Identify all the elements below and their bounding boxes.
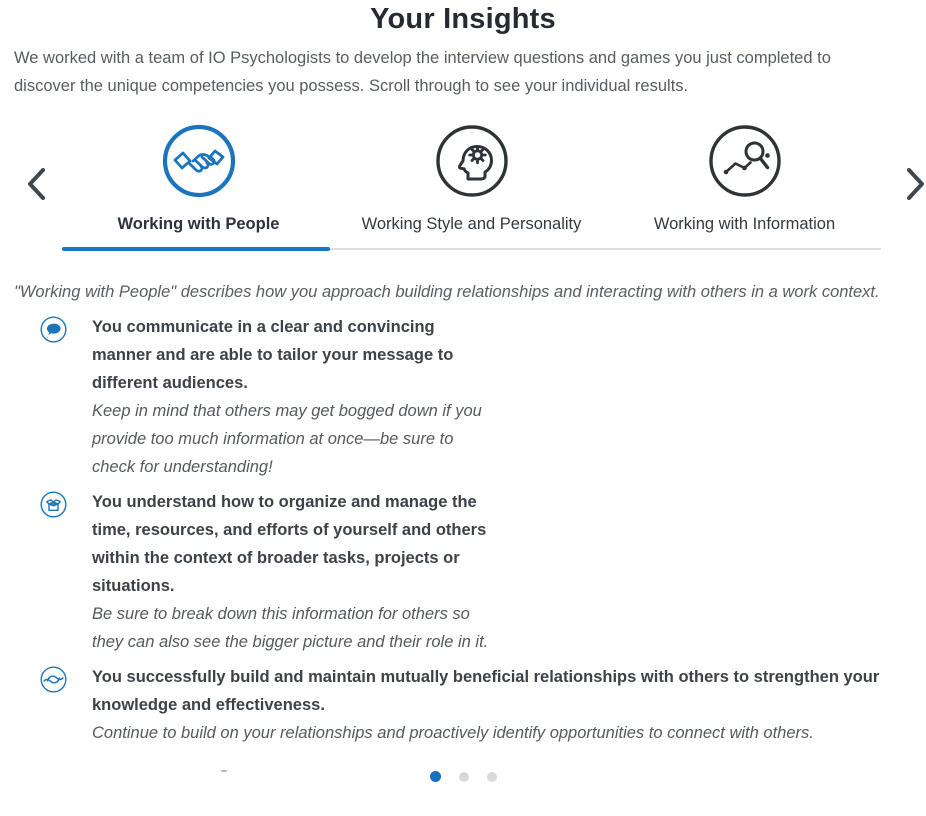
- tab-track: [62, 123, 881, 235]
- carousel-pagination: [0, 771, 926, 782]
- insight-statement: You understand how to organize and manage the time, resources, and efforts of yourself and others within the context of broader tasks, projects or situations.: [92, 493, 487, 595]
- insight-item-organizing: [0, 488, 926, 656]
- carousel-next-button[interactable]: [898, 165, 926, 203]
- head-gear-icon: [434, 123, 510, 199]
- clipped-text-artifact: [221, 770, 227, 772]
- search-chart-icon: [707, 123, 783, 199]
- pagination-dot-1[interactable]: [430, 771, 441, 782]
- chevron-right-icon: [898, 191, 926, 206]
- competency-description: "Working with People" describes how you approach building relationships and interacting with others in a work context.: [14, 283, 880, 301]
- page-title: Your Insights: [370, 3, 556, 35]
- handshake-icon: [161, 123, 237, 199]
- insight-item-communication: [0, 313, 926, 481]
- tab-working-style-personality[interactable]: [335, 123, 608, 235]
- working-with-people-panel: [0, 278, 926, 782]
- tab-underline: [62, 246, 881, 250]
- tab-label: Working with People: [117, 215, 280, 233]
- insight-item-relationships: [0, 663, 926, 747]
- speech-bubble-icon: [40, 316, 67, 343]
- competency-carousel: [0, 123, 926, 250]
- tab-label: Working with Information: [653, 215, 836, 233]
- insight-statement: You successfully build and maintain mutually beneficial relationships with others to strengthen your knowledge and effectiveness.: [92, 668, 880, 714]
- pagination-dot-3[interactable]: [487, 772, 497, 782]
- insight-tip: Be sure to break down this information for others so they can also see the bigger picture and their role in it.: [92, 605, 489, 651]
- insight-tip: Keep in mind that others may get bogged down if you provide too much information at once—be sure to check for understanding!: [92, 402, 482, 476]
- pagination-dot-2[interactable]: [459, 772, 469, 782]
- tab-working-with-information[interactable]: [608, 123, 881, 235]
- carousel-prev-button[interactable]: [20, 165, 54, 203]
- chevron-left-icon: [20, 191, 54, 206]
- tab-label: Working Style and Personality: [361, 215, 582, 233]
- intro-text: We worked with a team of IO Psychologists to develop the interview questions and games you just completed to discover the unique competencies you possess. Scroll through to see your individual results.: [14, 49, 831, 95]
- insight-tip: Continue to build on your relationships and proactively identify opportunities to connect with others.: [92, 724, 814, 742]
- open-box-icon: [40, 491, 67, 518]
- insight-list: [0, 313, 926, 747]
- insight-statement: You communicate in a clear and convincing manner and are able to tailor your message to different audiences.: [92, 318, 454, 392]
- tab-underline-active-indicator: [62, 247, 330, 251]
- linked-hands-icon: [40, 666, 67, 693]
- tab-working-with-people[interactable]: [62, 123, 335, 235]
